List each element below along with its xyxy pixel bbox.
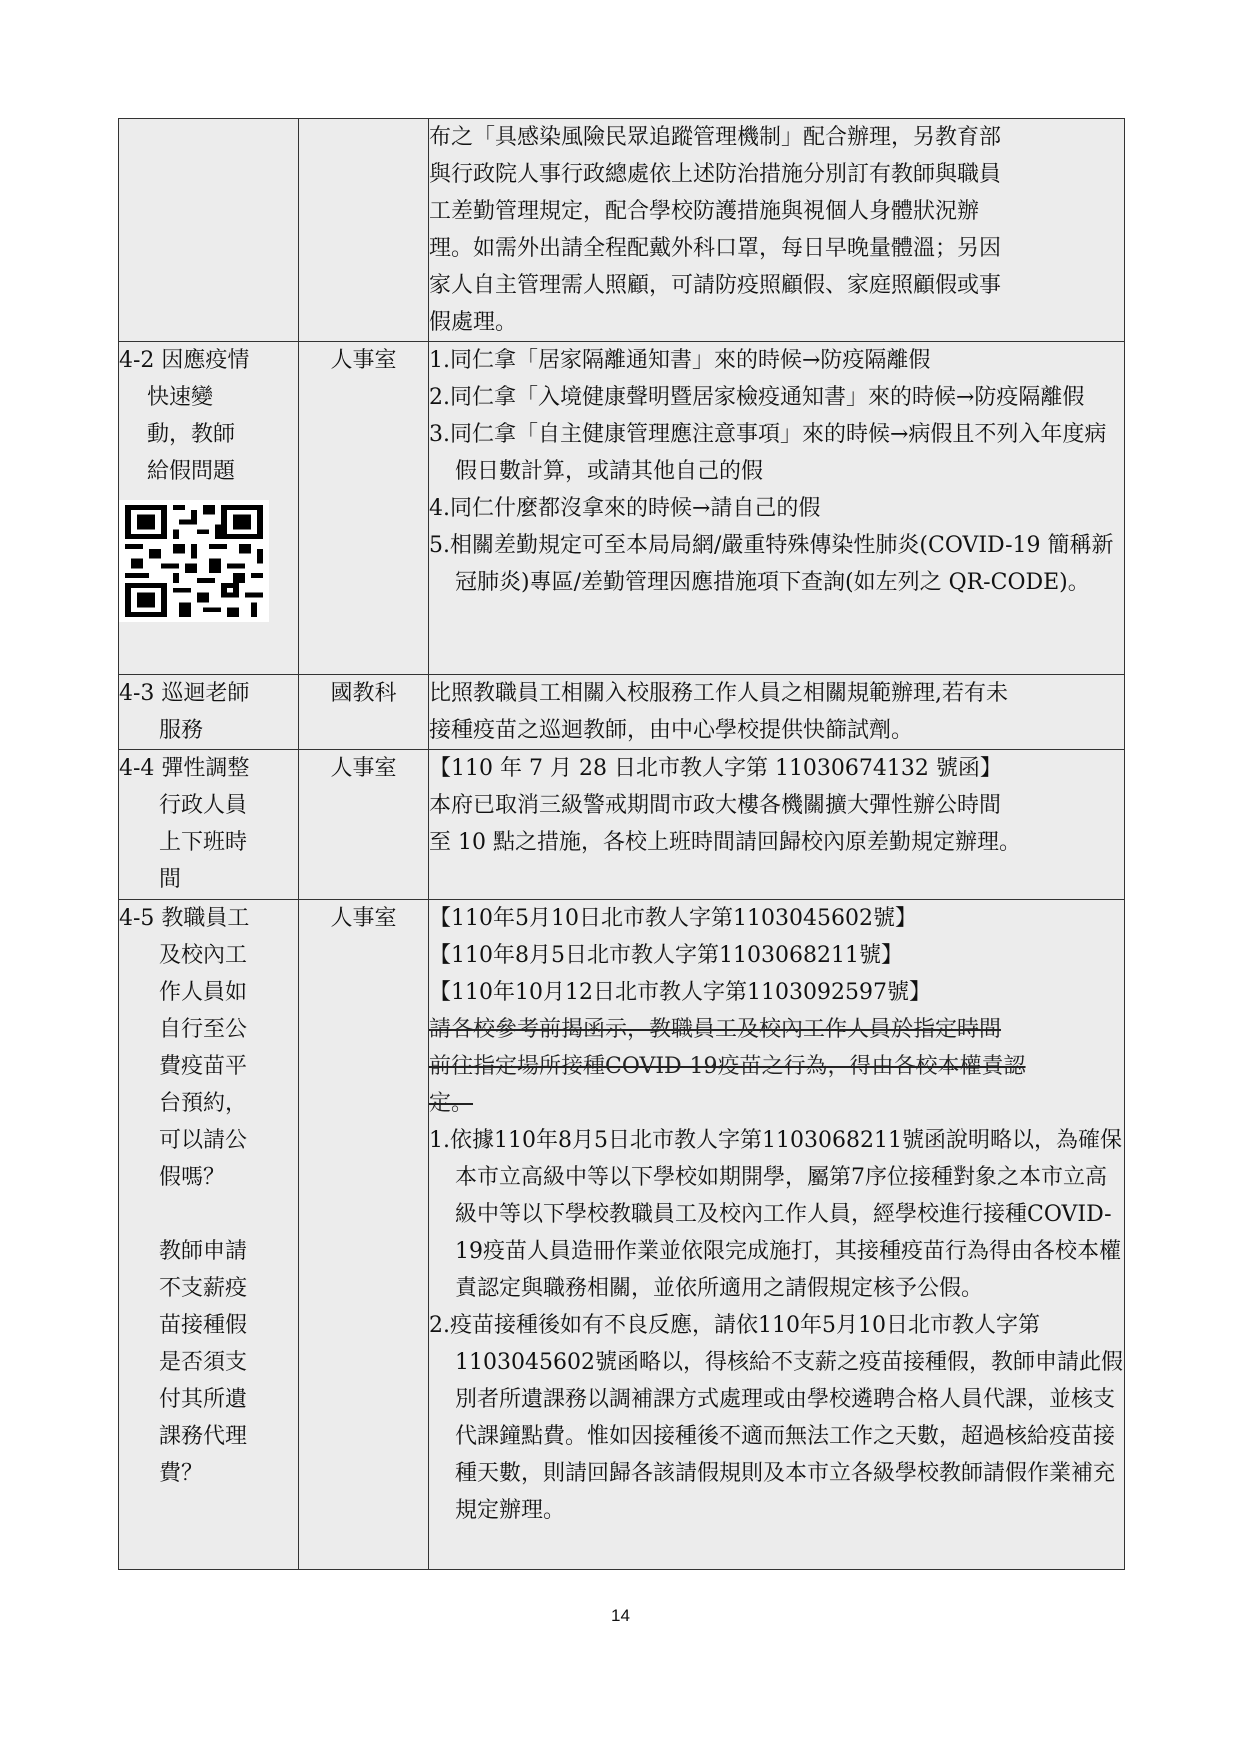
item-title-line: 作人員如 [159, 980, 248, 1005]
table-row [119, 342, 1125, 675]
reference-line: 【110年8月5日北市教人字第1103068211號】 [429, 943, 903, 968]
table-row [119, 900, 1125, 1570]
item-title-line: 教師申請 [159, 1239, 248, 1264]
item-title-line: 假嗎？ [159, 1165, 226, 1190]
item-cell [119, 675, 299, 750]
item-cell [119, 750, 299, 900]
content-cell [429, 342, 1125, 675]
content-line: 與行政院人事行政總處依上述防治措施分別訂有教師與職員 [429, 162, 1002, 187]
content-cell [429, 119, 1125, 342]
item-cell [119, 119, 299, 342]
page-number: 14 [611, 1606, 630, 1625]
content-line: 布之「具感染風險民眾追蹤管理機制」配合辦理，另教育部 [429, 125, 1002, 150]
reference-line: 【110年10月12日北市教人字第1103092597號】 [429, 980, 931, 1005]
content-line: 假處理。 [429, 310, 518, 335]
struck-text-line: 請各校參考前揭函示，教職員工及校內工作人員於指定時間 [429, 1017, 1002, 1042]
item-title-line: 不支薪疫 [159, 1276, 248, 1301]
item-title-line: 上下班時 [159, 830, 248, 855]
content-line: 比照教職員工相關入校服務工作人員之相關規範辦理,若有未 [429, 681, 1008, 706]
list-item: 1.同仁拿「居家隔離通知書」來的時候→防疫隔離假 [429, 348, 931, 373]
item-title-line: 苗接種假 [159, 1313, 248, 1338]
list-item: 2.同仁拿「入境健康聲明暨居家檢疫通知書」來的時候→防疫隔離假 [429, 385, 1085, 410]
item-cell [119, 900, 299, 1570]
unit-cell [299, 119, 429, 342]
item-title-line: 快速變 [147, 385, 214, 410]
item-title: 4-3 巡迴老師 [119, 681, 250, 706]
content-line: 接種疫苗之巡迴教師，由中心學校提供快篩試劑。 [429, 718, 914, 743]
reference-line: 【110年5月10日北市教人字第1103045602號】 [429, 906, 917, 931]
content-line: 本府已取消三級警戒期間市政大樓各機關擴大彈性辦公時間 [429, 793, 1002, 818]
item-title-line: 是否須支 [159, 1350, 248, 1375]
item-title-line: 費疫苗平 [159, 1054, 248, 1079]
item-title-line: 動，教師 [147, 422, 236, 447]
content-line: 家人自主管理需人照顧，可請防疫照顧假、家庭照顧假或事 [429, 273, 1002, 298]
item-title-line: 台預約， [159, 1091, 248, 1116]
item-title-line: 行政人員 [159, 793, 248, 818]
list-item: 1.依據110年8月5日北市教人字第1103068211號函說明略以，為確保本市立高級中等以下學校如期開學，屬第7序位接種對象之本市立高級中等以下學校教職員工及校內工作人員，經學校進行接種COVID-19疫苗人員造冊作業並依限完成施打，其接種疫苗行為得由各校本權責認定與職務相關，並依所適用之請假規定核予公假。 [429, 1128, 1122, 1301]
struck-text-line: 前往指定場所接種COVID-19疫苗之行為，得由各校本權責認 [429, 1054, 1026, 1079]
item-title-line: 付其所遺 [159, 1387, 248, 1412]
table-row [119, 119, 1125, 342]
item-title-line: 自行至公 [159, 1017, 248, 1042]
item-title-line: 費？ [159, 1461, 204, 1486]
list-item: 4.同仁什麼都沒拿來的時候→請自己的假 [429, 496, 821, 521]
item-title: 4-2 因應疫情 [119, 348, 250, 373]
item-title-line: 可以請公 [159, 1128, 248, 1153]
qr-code-image[interactable] [119, 500, 269, 622]
item-title: 4-4 彈性調整 [119, 756, 250, 781]
item-title-line: 及校內工 [159, 943, 248, 968]
item-title-line: 課務代理 [159, 1424, 248, 1449]
item-title: 4-5 教職員工 [119, 906, 250, 931]
unit-cell: 國教科 [299, 675, 429, 750]
content-line: 至 10 點之措施，各校上班時間請回歸校內原差勤規定辦理。 [429, 830, 1021, 855]
struck-text-line: 定。 [429, 1091, 474, 1116]
unit-cell: 人事室 [299, 900, 429, 1570]
item-title-line: 間 [159, 867, 182, 892]
content-line: 【110 年 7 月 28 日北市教人字第 11030674132 號函】 [429, 756, 1002, 781]
content-cell [429, 675, 1125, 750]
table-row [119, 750, 1125, 900]
content-cell [429, 750, 1125, 900]
table-row [119, 675, 1125, 750]
item-cell [119, 342, 299, 675]
list-item: 2.疫苗接種後如有不良反應，請依110年5月10日北市教人字第1103045602號函略以，得核給不支薪之疫苗接種假，教師申請此假別者所遺課務以調補課方式處理或由學校遴聘合格人員代課，並核支代課鐘點費。惟如因接種後不適而無法工作之天數，超過核給疫苗接種天數，則請回歸各該請假規則及本市立各級學校教師請假作業補充規定辦理。 [429, 1313, 1123, 1523]
list-item: 3.同仁拿「自主健康管理應注意事項」來的時候→病假且不列入年度病假日數計算，或請其他自己的假 [429, 422, 1107, 484]
list-item: 5.相關差勤規定可至本局局網/嚴重特殊傳染性肺炎(COVID-19 簡稱新冠肺炎)專區/差勤管理因應措施項下查詢(如左列之 QR-CODE)。 [429, 533, 1114, 595]
content-line: 理。如需外出請全程配戴外科口罩，每日早晚量體溫；另因 [429, 236, 1002, 261]
item-title-line: 服務 [159, 718, 204, 743]
unit-cell: 人事室 [299, 342, 429, 675]
content-line: 工差勤管理規定，配合學校防護措施與視個人身體狀況辦 [429, 199, 980, 224]
content-cell [429, 900, 1125, 1570]
item-title-line: 給假問題 [147, 459, 236, 484]
unit-cell: 人事室 [299, 750, 429, 900]
guidance-table [118, 118, 1125, 1570]
